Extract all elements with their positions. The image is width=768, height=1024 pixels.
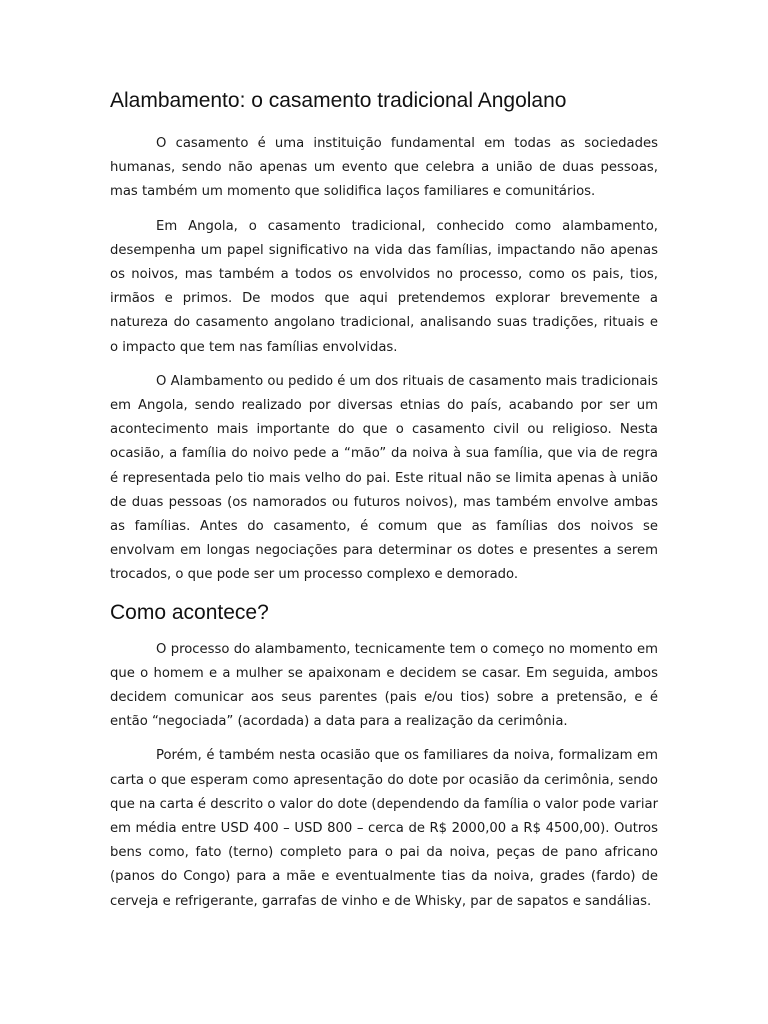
paragraph: O Alambamento ou pedido é um dos rituais de casamento mais tradicionais em Angola, sendo realizado por diversas etnias do país, acabando por ser um acontecimento mais importante do que o casamento civil ou religioso. Nesta ocasião, a família do noivo pede a “mão” da noiva à sua família, que via de regra é representada pelo tio mais velho do pai. Este ritual não se limita apenas à união de duas pessoas (os namorados ou futuros noivos), mas também envolve ambas as famílias. Antes do casamento, é comum que as famílias dos noivos se envolvam em longas negociações para determinar os dotes e presentes a serem trocados, o que pode ser um processo complexo e demorado.	[110, 373, 658, 583]
paragraph: O casamento é uma instituição fundamental em todas as sociedades humanas, sendo não apenas um evento que celebra a união de duas pessoas, mas também um momento que solidifica laços familiares e comunitários.	[110, 136, 658, 200]
paragraph: Em Angola, o casamento tradicional, conhecido como alambamento, desempenha um papel significativo na vida das famílias, impactando não apenas os noivos, mas também a todos os envolvidos no processo, como os pais, tios, irmãos e primos. De modos que aqui pretendemos explorar brevemente a natureza do casamento angolano tradicional, analisando suas tradições, rituais e o impacto que tem nas famílias envolvidas.	[110, 218, 658, 355]
document-page	[110, 86, 658, 924]
document-title: Alambamento: o casamento tradicional Angolano	[110, 89, 567, 112]
paragraph: O processo do alambamento, tecnicamente tem o começo no momento em que o homem e a mulher se apaixonam e decidem se casar. Em seguida, ambos decidem comunicar aos seus parentes (pais e/ou tios) sobre a pretensão, e é então “negociada” (acordada) a data para a realização da cerimônia.	[110, 641, 658, 730]
section-heading: Como acontece?	[110, 600, 269, 624]
paragraph: Porém, é também nesta ocasião que os familiares da noiva, formalizam em carta o que esperam como apresentação do dote por ocasião da cerimônia, sendo que na carta é descrito o valor do dote (dependendo da família o valor pode variar em média entre USD 400 – USD 800 – cerca de R$ 2000,00 a R$ 4500,00). Outros bens como, fato (terno) completo para o pai da noiva, peças de pano africano (panos do Congo) para a mãe e eventualmente tias da noiva, grades (fardo) de cerveja e refrigerante, garrafas de vinho e de Whisky, par de sapatos e sandálias.	[110, 748, 658, 909]
